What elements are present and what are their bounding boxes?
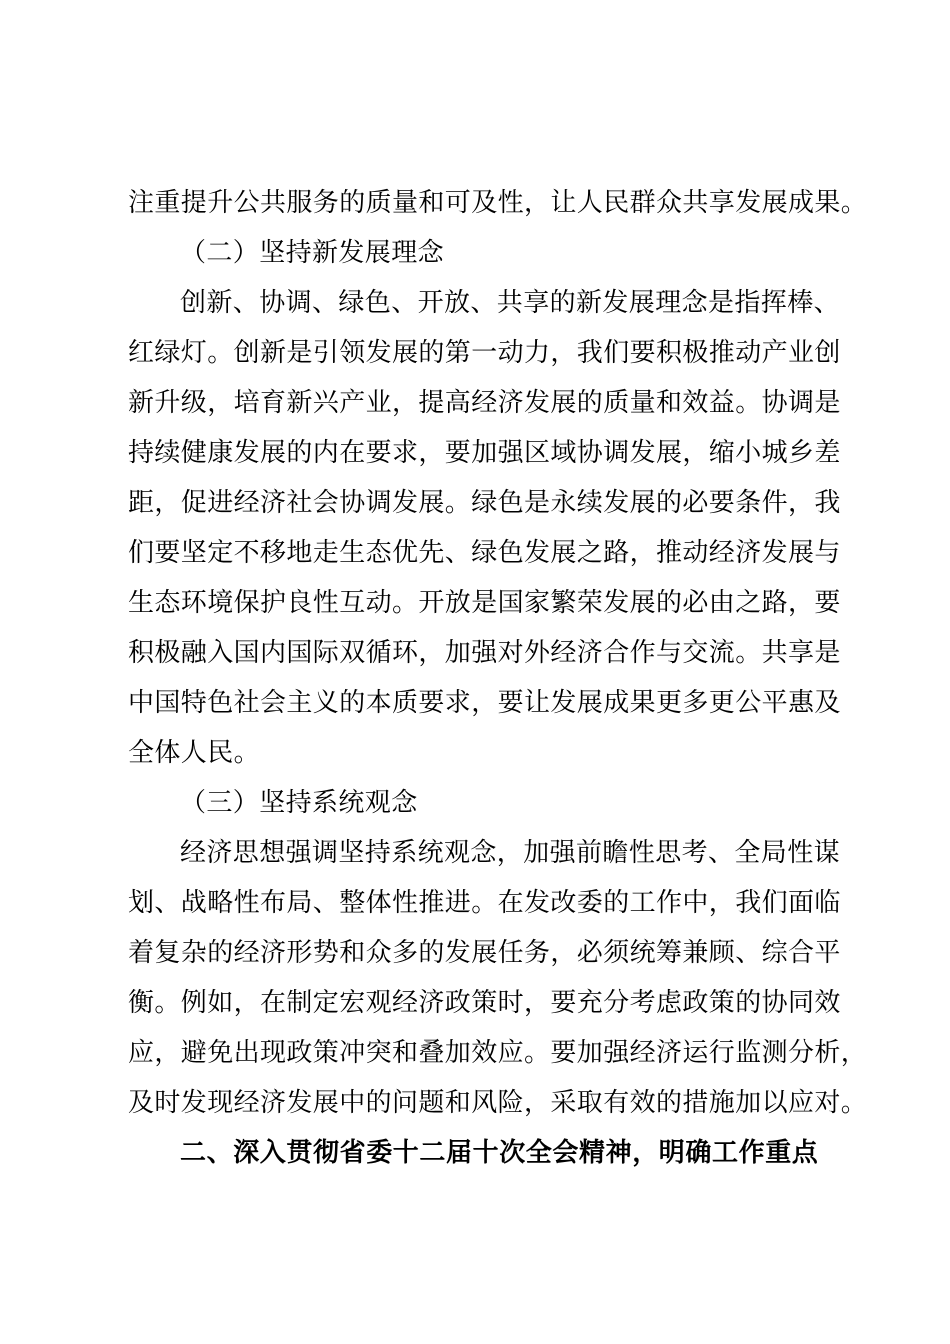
section-heading-3: （三）坚持系统观念 — [180, 788, 418, 818]
section-heading-2: （二）坚持新发展理念 — [180, 238, 445, 268]
paragraph-line: 及时发现经济发展中的问题和风险，采取有效的措施加以应对。 — [128, 1088, 868, 1118]
paragraph-line: 经济思想强调坚持系统观念，加强前瞻性思考、全局性谋 — [180, 838, 841, 868]
paragraph-line: 积极融入国内国际双循环，加强对外经济合作与交流。共享是 — [128, 638, 841, 668]
paragraph-line: 们要坚定不移地走生态优先、绿色发展之路，推动经济发展与 — [128, 538, 841, 568]
paragraph-line: 新升级，培育新兴产业，提高经济发展的质量和效益。协调是 — [128, 388, 841, 418]
document-page — [128, 178, 868, 1178]
paragraph-line: 红绿灯。创新是引领发展的第一动力，我们要积极推动产业创 — [128, 338, 841, 368]
paragraph-line: 注重提升公共服务的质量和可及性，让人民群众共享发展成果。 — [128, 188, 868, 218]
paragraph-line: 划、战略性布局、整体性推进。在发改委的工作中，我们面临 — [128, 888, 841, 918]
paragraph-line: 持续健康发展的内在要求，要加强区域协调发展，缩小城乡差 — [128, 438, 841, 468]
paragraph-line: 衡。例如，在制定宏观经济政策时，要充分考虑政策的协同效 — [128, 988, 841, 1018]
paragraph-line: 应，避免出现政策冲突和叠加效应。要加强经济运行监测分析， — [128, 1038, 868, 1068]
paragraph-line: 全体人民。 — [128, 738, 261, 768]
paragraph-line: 距，促进经济社会协调发展。绿色是永续发展的必要条件，我 — [128, 488, 841, 518]
section-heading-main: 二、深入贯彻省委十二届十次全会精神，明确工作重点 — [180, 1138, 819, 1168]
paragraph-line: 着复杂的经济形势和众多的发展任务，必须统筹兼顾、综合平 — [128, 938, 841, 968]
paragraph-line: 创新、协调、绿色、开放、共享的新发展理念是指挥棒、 — [180, 288, 841, 318]
paragraph-line: 中国特色社会主义的本质要求，要让发展成果更多更公平惠及 — [128, 688, 841, 718]
paragraph-line: 生态环境保护良性互动。开放是国家繁荣发展的必由之路，要 — [128, 588, 841, 618]
